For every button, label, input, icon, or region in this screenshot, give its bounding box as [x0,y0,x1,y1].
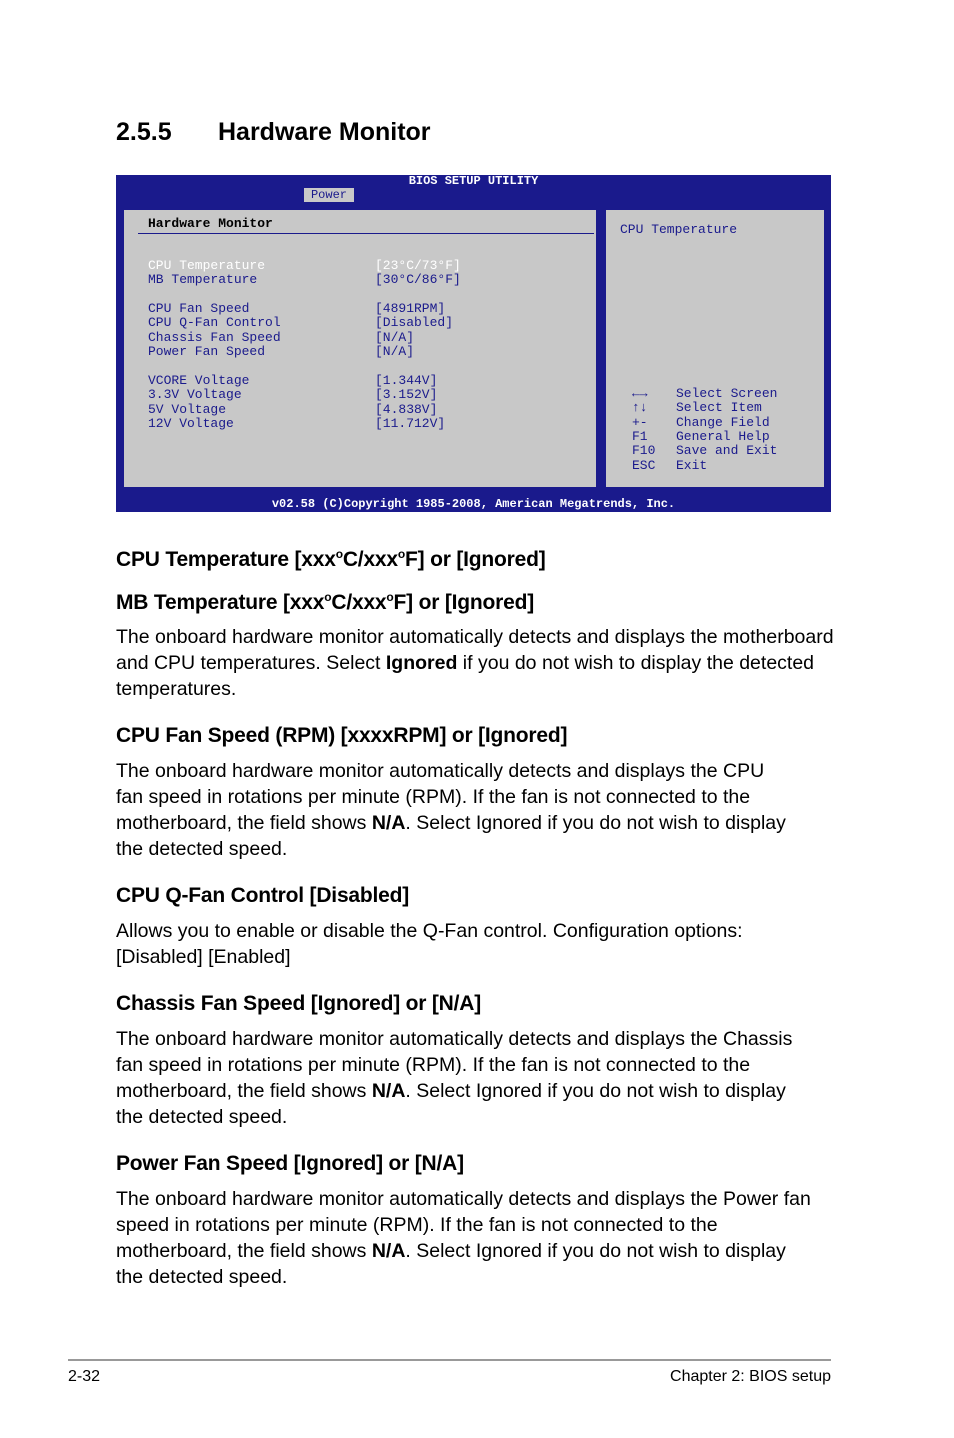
bios-item-chassis-fan-speed[interactable] [148,330,588,345]
bios-utility-title: BIOS SETUP UTILITY [408,174,539,188]
heading-mb-temperature: MB Temperature [xxx$^o$C/xxx$^o$F] or [Ignored] [116,590,535,614]
item-label: 12V Voltage [148,416,234,431]
bios-item-mb-temperature[interactable] [148,272,588,287]
item-value: [3.152V] [375,387,438,402]
menu-divider [138,233,594,234]
bios-frame [116,203,831,497]
section-title [116,118,431,147]
footer-divider [68,1359,831,1361]
heading-cpu-temperature: CPU Temperature [xxx$^o$C/xxx$^o$F] or [Ignored] [116,547,546,571]
bios-menu-panel [122,208,598,489]
item-value: [1.344V] [375,373,438,388]
bios-item-vcore-voltage[interactable] [148,373,588,388]
help-title: CPU Temperature [620,222,738,237]
key-exit: ESC Exit [632,458,708,473]
key-select-screen: ←→ Select Screen [632,386,778,401]
heading-cpu-fan-speed: CPU Fan Speed (RPM) [xxxxRPM] or [Ignored] [116,724,568,747]
item-label: 3.3V Voltage [148,387,242,402]
item-value: [4.838V] [375,402,438,417]
item-label: MB Temperature [148,272,258,287]
item-value: [N/A] [375,344,415,359]
item-value: [11.712V] [375,416,446,431]
bios-item-cpu-temperature[interactable] [148,258,588,273]
key-select-item: ↑↓ Select Item [632,400,762,415]
paragraph-chassis-fan-speed: The onboard hardware monitor automatically detects and displays the Chassis fan speed in rotations per minute (RPM). If the fan is not connected to the motherboard, the field shows N/A. Select Ignored if you do not wish to display the detected speed. [116,1028,793,1128]
left-right-arrows-icon: ←→ [632,386,648,401]
paragraph-cpu-fan-speed: The onboard hardware monitor automatically detects and displays the CPU fan speed in rotations per minute (RPM). If the fan is not connected to the motherboard, the field shows N/A. Select Ignored if you do not wish to display the detected speed. [116,760,786,860]
item-label: Power Fan Speed [148,344,266,359]
bios-item-power-fan-speed[interactable] [148,344,588,359]
page-number: 2-32 [68,1368,101,1385]
item-label: CPU Q-Fan Control [148,315,281,330]
bios-item-5v-voltage[interactable] [148,402,588,417]
bios-screen [116,175,831,512]
bios-item-cpu-q-fan-control[interactable] [148,315,588,330]
heading-chassis-fan-speed: Chassis Fan Speed [Ignored] or [N/A] [116,992,482,1015]
item-label: VCORE Voltage [148,373,250,388]
tab-power[interactable]: Power [304,188,354,202]
paragraph-cpu-q-fan-control: Allows you to enable or disable the Q-Fan control. Configuration options: [Disabled] [Enabled] [116,920,743,968]
item-value: [Disabled] [375,315,454,330]
chapter-label: Chapter 2: BIOS setup [670,1368,831,1385]
item-value: [30°C/86°F] [375,272,461,287]
item-value: [23°C/73°F] [375,258,461,273]
paragraph-temperature: The onboard hardware monitor automatically detects and displays the motherboard and CPU temperatures. Select Ignored if you do not wish to display the detected temperatures. [116,626,834,700]
key-change-field: +- Change Field [632,415,770,430]
item-value: [4891RPM] [375,301,446,316]
bios-item-3v3-voltage[interactable] [148,387,588,402]
up-down-arrows-icon: ↑↓ [632,400,648,415]
item-label: CPU Fan Speed [148,301,250,316]
heading-power-fan-speed: Power Fan Speed [Ignored] or [N/A] [116,1152,464,1175]
bios-item-cpu-fan-speed[interactable] [148,301,588,316]
bios-help-panel [604,208,826,489]
item-label: CPU Temperature [148,258,266,273]
item-label: Chassis Fan Speed [148,330,281,345]
section-number: 2.5.5 [116,118,172,146]
heading-cpu-q-fan-control: CPU Q-Fan Control [Disabled] [116,884,410,907]
bios-copyright-bar: v02.58 (C)Copyright 1985-2008, American Megatrends, Inc. [116,497,831,512]
item-label: 5V Voltage [148,402,227,417]
key-general-help: F1 General Help [632,429,770,444]
key-save-and-exit: F10 Save and Exit [632,443,778,458]
paragraph-power-fan-speed: The onboard hardware monitor automatically detects and displays the Power fan speed in rotations per minute (RPM). If the fan is not connected to the motherboard, the field shows N/A. Select Ignored if you do not wish to display the detected speed. [116,1188,811,1288]
item-value: [N/A] [375,330,415,345]
section-title-text: Hardware Monitor [218,118,431,146]
menu-title: Hardware Monitor [148,216,273,231]
bios-item-12v-voltage[interactable] [148,416,588,431]
bios-top-bar [116,175,831,203]
